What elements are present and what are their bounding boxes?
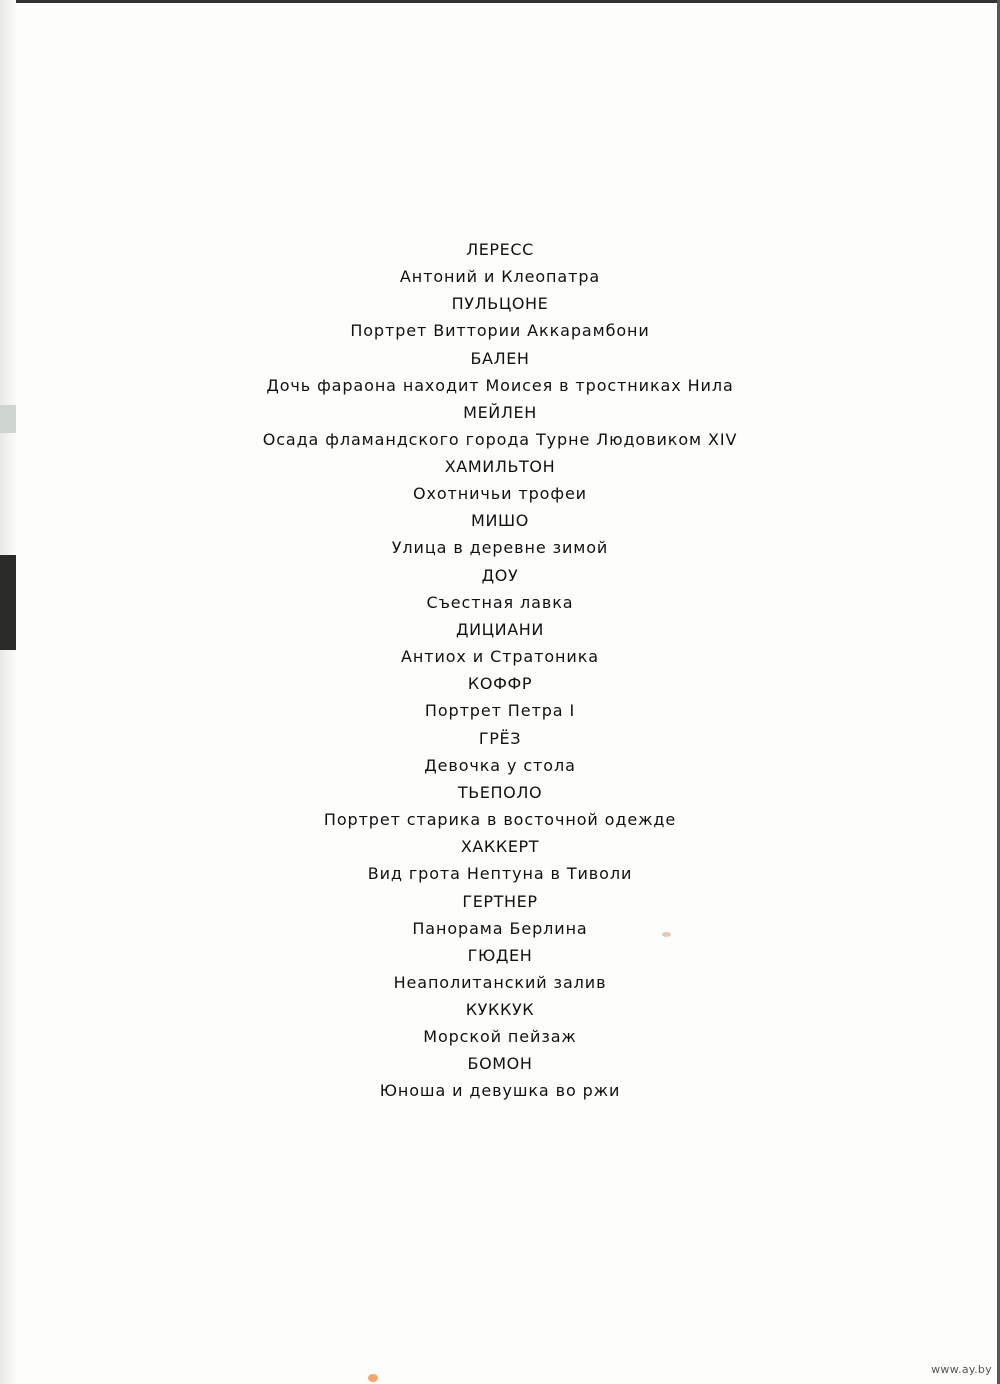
artist-name: КОФФР [467,674,533,694]
artist-name: ГРЁЗ [478,728,522,748]
artist-name: ЛЕРЕСС [466,240,534,259]
artwork-title: Вид грота Нептуна в Тиволи [367,864,633,884]
paper-stain [368,1374,378,1382]
contents-list [16,237,984,1106]
list-item [16,997,984,1051]
list-item [16,889,984,943]
list-item [16,237,984,291]
list-item [16,726,984,780]
artwork-title: Портрет старика в восточной одежде [323,809,677,829]
artist-name: ДИЦИАНИ [455,620,544,640]
artist-name: ДОУ [481,565,519,585]
artist-name: МИШО [471,511,529,531]
artwork-title: Улица в деревне зимой [391,538,609,558]
list-item [16,346,984,400]
artist-name: ХАМИЛЬТОН [444,457,556,477]
site-watermark: www.ay.by [931,1363,992,1376]
artwork-title: Портрет Виттории Аккарамбони [350,321,650,341]
artist-name: ГЮДЕН [467,945,533,965]
artwork-title: Антоний и Клеопатра [399,267,601,286]
artwork-title: Морской пейзаж [423,1027,577,1047]
artwork-title: Неаполитанский залив [393,972,607,992]
artist-name: КУККУК [465,1000,535,1020]
top-scan-edge [0,0,1000,3]
list-item [16,508,984,562]
artwork-title: Дочь фараона находит Моисея в тростниках Нила [266,375,734,395]
left-edge-dark-patch [0,555,16,650]
list-item [16,943,984,997]
artist-name: БАЛЕН [470,348,530,368]
artwork-title: Съестная лавка [426,592,574,612]
artwork-title: Юноша и девушка во ржи [379,1081,621,1101]
artwork-title: Осада фламандского города Турне Людовиком XIV [262,429,738,449]
list-item [16,671,984,725]
artist-name: ТЬЕПОЛО [457,782,543,802]
list-item [16,1051,984,1105]
list-item [16,400,984,454]
artist-name: БОМОН [467,1054,533,1074]
list-item [16,454,984,508]
left-edge-light-patch [0,405,16,433]
artist-name: ПУЛЬЦОНЕ [451,294,549,314]
list-item [16,291,984,345]
artwork-title: Антиох и Стратоника [401,647,599,667]
artist-name: ГЕРТНЕР [462,891,538,911]
artwork-title: Панорама Берлина [412,918,588,938]
list-item [16,617,984,671]
artwork-title: Охотничьи трофеи [413,484,587,504]
list-item [16,834,984,888]
artist-name: ХАККЕРТ [460,837,540,857]
list-item [16,780,984,834]
left-binding-edge [0,0,16,1384]
list-item [16,563,984,617]
artwork-title: Портрет Петра I [424,701,576,721]
artwork-title: Девочка у стола [424,755,576,775]
artist-name: МЕЙЛЕН [463,402,537,422]
